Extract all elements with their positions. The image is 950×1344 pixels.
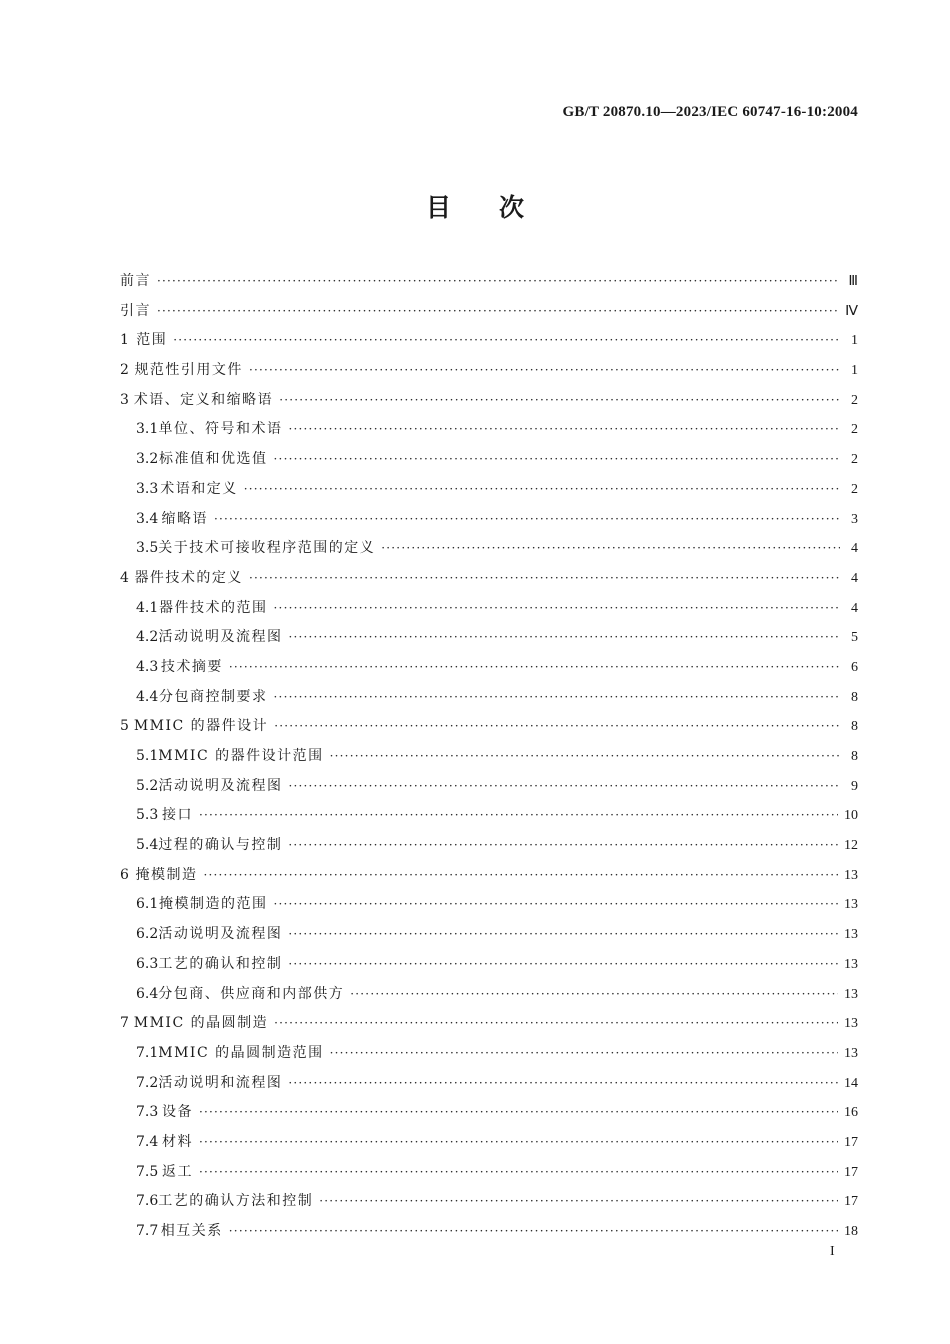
toc-entry-page: 8 [851,749,858,764]
toc-entry-label: MMIC 的晶圆制造范围 [158,1044,324,1061]
toc-dot-leader [229,653,840,683]
toc-entry-number: 7.5 [136,1163,159,1180]
toc-dot-leader [330,742,840,772]
toc-entry-page: 4 [851,541,858,557]
toc-entry-label: 前言 [120,273,151,289]
toc-dot-leader [199,1128,838,1158]
toc-entry-page: 2 [851,422,858,438]
toc-entry-page: 9 [851,778,858,794]
toc-entry[interactable] [120,534,858,564]
toc-entry-page: 6 [851,659,858,675]
toc-entry-page: 5 [851,630,858,646]
toc-entry-label: 活动说明及流程图 [158,629,283,646]
toc-entry-label: 器件技术的范围 [159,599,268,616]
toc-entry-label: 活动说明和流程图 [158,1074,283,1091]
toc-entry-number: 4 [120,569,129,586]
toc-entry-number: 6 [120,866,129,883]
toc-entry-page: 1 [851,363,858,379]
toc-entry-label: 相互关系 [160,1223,223,1239]
toc-entry[interactable] [120,475,858,505]
toc-entry[interactable] [120,920,858,950]
toc-entry[interactable] [120,683,858,713]
toc-entry-label: 缩略语 [161,510,208,527]
toc-entry-label: 术语、定义和缩略语 [133,391,274,408]
standard-code: GB/T 20870.10—2023/IEC 60747-16-10:2004 [562,104,858,120]
toc-entry[interactable] [120,594,858,624]
toc-entry-number: 7.6 [136,1193,159,1210]
toc-entry-number: 3 [120,391,129,408]
toc-dot-leader [249,564,840,594]
toc-entry[interactable] [120,1217,858,1247]
toc-entry-page: Ⅲ [848,274,858,289]
toc-entry-label: 掩模制造的范围 [158,896,268,913]
toc-entry-page: 13 [844,897,858,913]
toc-entry-page: 13 [844,867,858,883]
toc-entry-number: 3.4 [136,510,159,527]
toc-dot-leader [288,920,838,950]
toc-entry-label: 工艺的确认和控制 [158,955,283,972]
toc-entry[interactable] [120,1069,858,1099]
toc-entry-number: 3.1 [136,421,159,438]
toc-entry-page: 13 [844,956,858,972]
toc-dot-leader [288,772,840,802]
toc-entry-label: 术语和定义 [160,480,238,497]
toc-entry-number: 2 [120,362,129,379]
toc-entry[interactable] [120,772,858,802]
toc-entry[interactable] [120,861,858,891]
toc-entry-page: 3 [851,511,858,527]
toc-entry-page: 1 [851,333,858,349]
toc-entry-label: 引言 [120,302,151,319]
toc-dot-leader [274,594,840,624]
toc-dot-leader [199,801,838,831]
toc-entry-number: 7.7 [136,1223,159,1239]
toc-entry[interactable] [120,505,858,535]
toc-entry-label: 分包商、供应商和内部供方 [158,985,345,1002]
toc-entry-page: 17 [844,1164,858,1180]
toc-entry[interactable] [120,950,858,980]
toc-entry-label: 规范性引用文件 [134,362,243,379]
toc-entry-number: 7.1 [136,1044,159,1061]
toc-dot-leader [273,890,838,920]
toc-entry-page: Ⅳ [845,303,858,319]
toc-entry-number: 6.3 [136,955,159,972]
toc-dot-leader [244,475,840,505]
toc-dot-leader [157,297,839,327]
toc-entry[interactable] [120,267,858,297]
toc-entry-number: 5.4 [136,837,159,854]
toc-entry[interactable] [120,653,858,683]
toc-entry[interactable] [120,1009,858,1039]
toc-entry-number: 6.1 [136,896,159,913]
toc-dot-leader [350,980,838,1010]
toc-entry-label: 接口 [162,807,193,824]
toc-entry-page: 2 [851,481,858,497]
toc-entry[interactable] [120,564,858,594]
toc-entry[interactable] [120,415,858,445]
toc-entry-label: 器件技术的定义 [134,569,243,586]
toc-entry-page: 2 [851,392,858,408]
toc-entry-number: 7.2 [136,1074,159,1091]
toc-entry-label: 单位、符号和术语 [158,421,283,438]
toc-entry-number: 7.4 [136,1133,159,1150]
toc-dot-leader [173,326,840,356]
toc-entry-number: 4.1 [136,599,159,616]
toc-entry-label: 活动说明及流程图 [158,777,283,794]
toc-entry-page: 16 [844,1105,858,1121]
toc-dot-leader [288,950,838,980]
toc-entry[interactable] [120,356,858,386]
toc-entry-label: MMIC 的器件设计范围 [158,748,324,764]
toc-entry-page: 13 [844,986,858,1002]
toc-entry-page: 12 [844,838,858,854]
toc-entry[interactable] [120,1187,858,1217]
toc-entry-label: 范围 [136,332,168,349]
toc-entry[interactable] [120,742,858,772]
toc-dot-leader [288,831,838,861]
toc-entry-label: 材料 [162,1133,193,1150]
toc-dot-leader [274,1009,838,1039]
toc-entry-label: 标准值和优选值 [159,451,268,468]
toc-entry[interactable] [120,386,858,416]
table-of-contents [120,267,858,1247]
toc-entry[interactable] [120,623,858,653]
toc-entry[interactable] [120,831,858,861]
toc-entry-page: 13 [844,1045,858,1061]
toc-dot-leader [214,505,840,535]
toc-dot-leader [274,712,840,742]
toc-dot-leader [249,356,840,386]
toc-dot-leader [279,386,840,416]
toc-entry[interactable] [120,801,858,831]
toc-entry[interactable] [120,1039,858,1069]
toc-dot-leader [288,1069,838,1099]
toc-entry-page: 4 [851,570,858,586]
toc-entry-label: 工艺的确认方法和控制 [158,1193,314,1210]
toc-entry[interactable] [120,712,858,742]
toc-entry[interactable] [120,445,858,475]
toc-entry-label: 活动说明及流程图 [158,926,283,943]
toc-entry-page: 8 [851,689,858,705]
toc-entry[interactable] [120,980,858,1010]
toc-entry-label: 技术摘要 [160,658,223,675]
toc-entry-label: MMIC 的器件设计 [133,718,269,735]
toc-entry-number: 3.3 [136,480,159,497]
toc-entry-number: 4.3 [136,658,159,675]
toc-entry-number: 5.3 [136,807,159,824]
toc-entry-number: 5.2 [136,777,159,794]
toc-entry-number: 6.2 [136,926,159,943]
toc-dot-leader [229,1217,838,1247]
toc-entry-page: 18 [844,1224,858,1239]
toc-entry-number: 5 [120,718,129,735]
toc-entry-label: 返工 [162,1163,193,1180]
toc-entry-number: 6.4 [136,985,159,1002]
toc-dot-leader [381,534,840,564]
toc-entry-label: MMIC 的晶圆制造 [133,1015,269,1032]
toc-entry-number: 7 [120,1015,129,1032]
toc-dot-leader [199,1098,838,1128]
toc-entry-label: 设备 [162,1104,193,1121]
toc-entry-number: 7.3 [136,1104,159,1121]
toc-entry-number: 4.2 [136,629,159,646]
toc-entry-page: 2 [851,452,858,468]
toc-entry-number: 5.1 [136,748,159,764]
toc-entry-page: 13 [844,927,858,943]
toc-entry-label: 掩模制造 [135,866,198,883]
toc-entry[interactable] [120,1098,858,1128]
toc-entry-number: 1 [120,332,129,349]
toc-entry[interactable] [120,1158,858,1188]
toc-dot-leader [288,415,840,445]
toc-entry-page: 4 [851,600,858,616]
toc-entry-number: 3.5 [136,540,159,557]
toc-entry-page: 8 [851,719,858,735]
toc-dot-leader [157,267,840,297]
toc-entry[interactable] [120,326,858,356]
toc-entry-page: 17 [844,1134,858,1150]
toc-entry-label: 过程的确认与控制 [158,837,283,854]
toc-dot-leader [199,1158,838,1188]
toc-dot-leader [204,861,839,891]
toc-entry[interactable] [120,297,858,327]
toc-dot-leader [330,1039,838,1069]
toc-entry-number: 3.2 [136,451,159,468]
toc-entry[interactable] [120,890,858,920]
toc-entry-number: 4.4 [136,688,159,705]
toc-entry[interactable] [120,1128,858,1158]
page-number: I [830,1244,835,1259]
toc-dot-leader [274,445,840,475]
toc-entry-page: 13 [844,1016,858,1032]
toc-entry-page: 14 [844,1075,858,1091]
page-title: 目次 [425,193,572,222]
toc-dot-leader [274,683,840,713]
toc-entry-page: 17 [844,1194,858,1210]
toc-entry-page: 10 [844,808,858,824]
toc-entry-label: 关于技术可接收程序范围的定义 [158,540,376,557]
toc-dot-leader [319,1187,838,1217]
toc-entry-label: 分包商控制要求 [159,688,268,705]
toc-dot-leader [288,623,840,653]
